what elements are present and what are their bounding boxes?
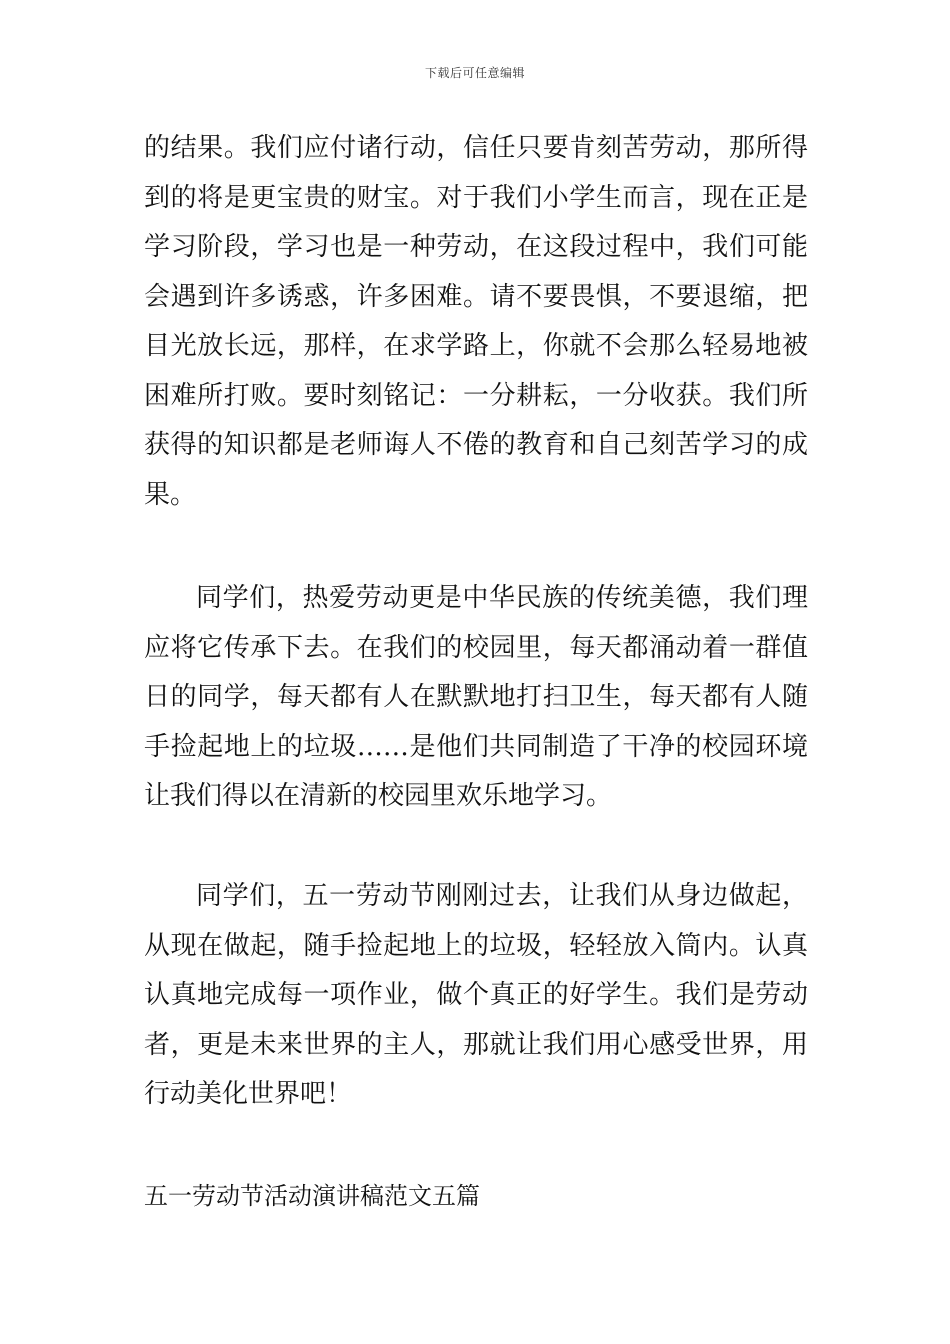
paragraph-line: 获得的知识都是老师诲人不倦的教育和自己刻苦学习的成: [144, 430, 808, 460]
section-title: 五一劳动节活动演讲稿范文五篇: [144, 1182, 480, 1210]
paragraph-1: [144, 124, 808, 520]
paragraph-line: 果。: [144, 479, 197, 510]
paragraph-line: 到的将是更宝贵的财宝。对于我们小学生而言，现在正是: [144, 182, 808, 213]
page-header: 下载后可任意编辑: [424, 66, 525, 80]
paragraph-line: 行动美化世界吧！: [144, 1079, 353, 1109]
paragraph-line: 的结果。我们应付诸行动，信任只要肯刻苦劳动，那所得: [144, 133, 808, 163]
paragraph-3: [144, 872, 808, 1120]
paragraph-line: 从现在做起，随手捡起地上的垃圾，轻轻放入筒内。认真: [144, 930, 808, 961]
paragraph-line: 学习阶段，学习也是一种劳动，在这段过程中，我们可能: [144, 232, 808, 262]
paragraph-line: 会遇到许多诱惑，许多困难。请不要畏惧，不要退缩，把: [144, 281, 808, 312]
paragraph-line: 目光放长远，那样，在求学路上，你就不会那么轻易地被: [144, 331, 808, 361]
paragraph-line: 认真地完成每一项作业，做个真正的好学生。我们是劳动: [144, 980, 808, 1010]
paragraph-line: 手捡起地上的垃圾……是他们共同制造了干净的校园环境: [144, 731, 808, 762]
paragraph-line: 日的同学，每天都有人在默默地打扫卫生，每天都有人随: [144, 682, 808, 712]
paragraph-line: 应将它传承下去。在我们的校园里，每天都涌动着一群值: [144, 632, 808, 663]
paragraph-line: 同学们，热爱劳动更是中华民族的传统美德，我们理: [196, 583, 808, 613]
paragraph-line: 让我们得以在清新的校园里欢乐地学习。: [144, 781, 613, 811]
paragraph-line: 困难所打败。要时刻铭记：一分耕耘，一分收获。我们所: [144, 380, 808, 411]
paragraph-2: [144, 574, 808, 822]
paragraph-line: 同学们，五一劳动节刚刚过去，让我们从身边做起，: [196, 881, 808, 911]
paragraph-line: 者，更是未来世界的主人，那就让我们用心感受世界，用: [144, 1029, 808, 1060]
